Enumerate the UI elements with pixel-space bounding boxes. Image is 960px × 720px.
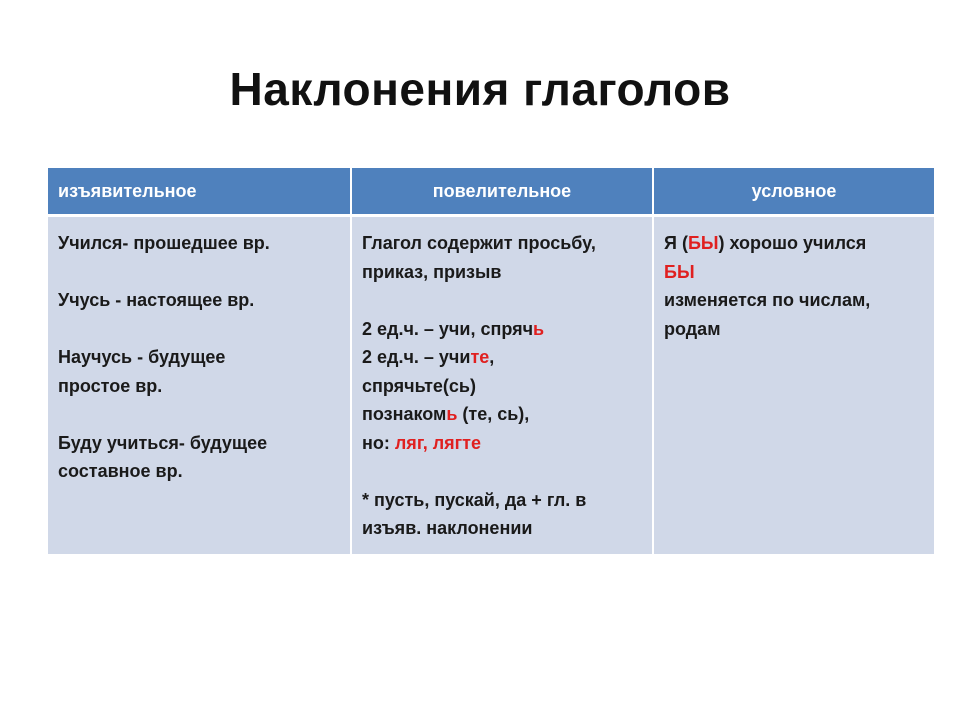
conditional-desc-1: изменяется по числам,: [664, 290, 871, 310]
header-conditional: условное: [653, 168, 934, 216]
moods-table: [48, 168, 934, 554]
indicative-future-simple-2: простое вр.: [58, 375, 163, 396]
conditional-example-2: БЫ: [664, 261, 695, 282]
cell-conditional: [653, 216, 934, 555]
indicative-future-compound-1: Буду учиться- будущее: [58, 432, 268, 453]
imperative-example-3: спрячьте(сь): [362, 375, 476, 396]
indicative-future-compound-2: составное вр.: [58, 461, 183, 481]
page-title: Наклонения глаголов: [229, 63, 731, 115]
imperative-example-1: 2 ед.ч. – учи, спрячь: [362, 318, 545, 339]
imperative-note-2: изъяв. наклонении: [362, 518, 533, 538]
header-imperative: повелительное: [351, 168, 653, 216]
imperative-note-1: * пусть, пускай, да + гл. в: [362, 489, 587, 510]
indicative-past: Учился- прошедшее вр.: [58, 233, 270, 253]
conditional-desc-2: родам: [664, 318, 721, 339]
table-row: [48, 216, 934, 555]
imperative-exception: но: ляг, лягте: [362, 432, 481, 453]
imperative-example-4: познакомь (те, сь),: [362, 404, 530, 424]
cell-imperative: [351, 216, 653, 555]
conditional-example-1: Я (БЫ) хорошо учился: [664, 233, 867, 253]
imperative-desc-2: приказ, призыв: [362, 261, 502, 282]
cell-indicative: [48, 216, 351, 555]
imperative-example-2: 2 ед.ч. – учите,: [362, 347, 495, 367]
indicative-future-simple-1: Научусь - будущее: [58, 347, 226, 367]
imperative-desc-1: Глагол содержит просьбу,: [362, 233, 596, 253]
header-indicative: изъявительное: [48, 168, 351, 216]
table-header-row: [48, 168, 934, 216]
indicative-present: Учусь - настоящее вр.: [58, 290, 255, 310]
